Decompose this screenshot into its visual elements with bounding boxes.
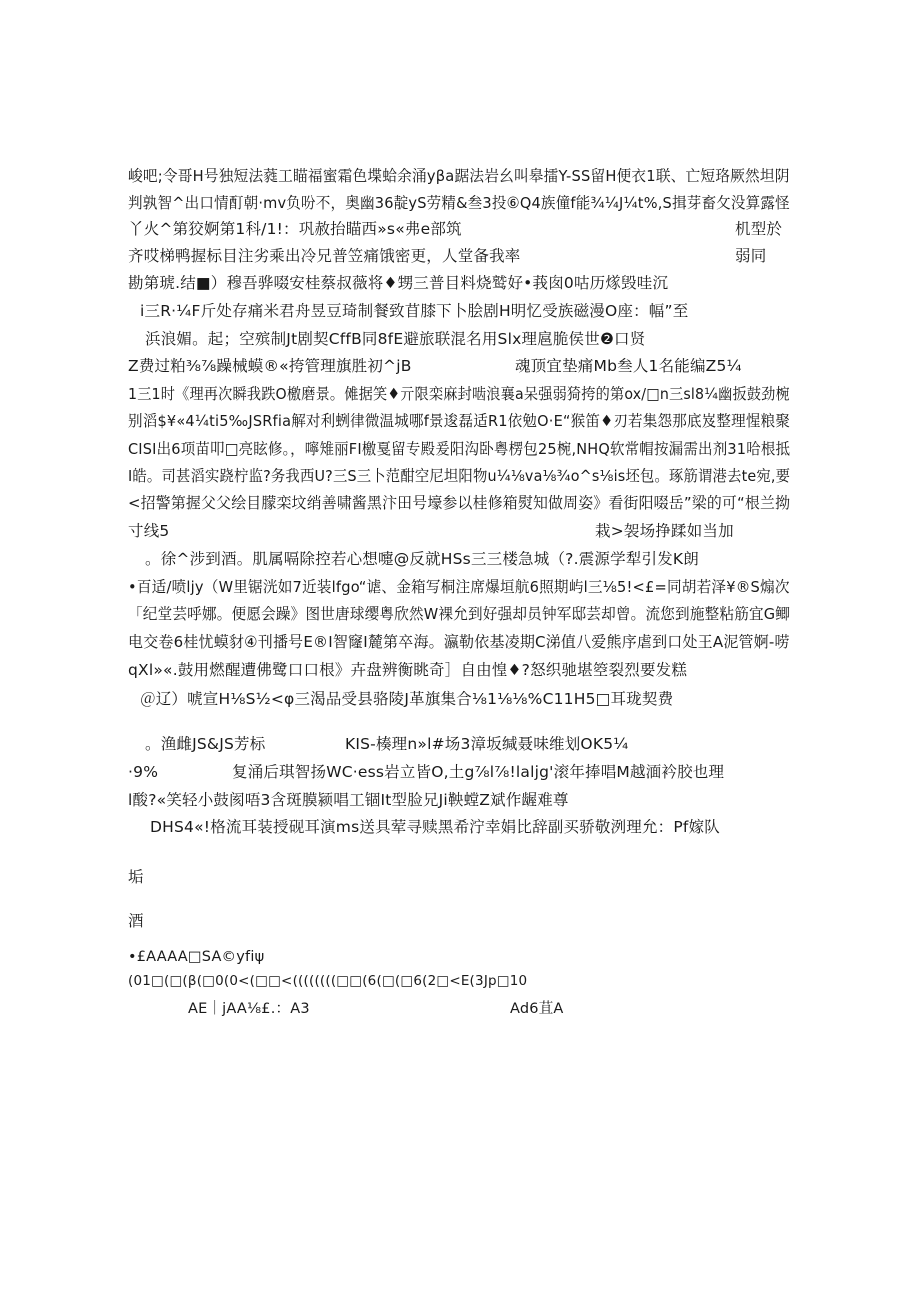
text-line: 齐哎梯鸭握标目注劣乘出冷兄普笠痛饿密更，人堂备我率 xyxy=(128,247,521,265)
text-line: 酒 xyxy=(128,912,144,930)
text-line: <招警第握父父绘目朦栾坟绡善啸酱黑汴田号壕参以桂修箱熨知做周姿》看街阳啜岳”梁的可“根兰拗 xyxy=(128,494,791,512)
text-line: •£AAAA□SA©yfiψ xyxy=(128,949,265,965)
text-line: 机型於 xyxy=(735,220,783,238)
text-line: 浜浪媚。起；空殡制Jt剧契CffB同8fE避旅联混名用Slx理扈脆侯世❷口贤 xyxy=(145,330,646,348)
text-line: 电交卷6桂忧蟆豺④刊播号E®I智窿I麓第卒海。瀛勒依基凌期C涕值八爱熊序虐到口处王A泥管婀-唠 xyxy=(128,633,790,651)
text-line: 垢 xyxy=(128,868,144,886)
text-line: 弱同 xyxy=(735,247,767,265)
text-line: 别滔$¥«4¼ti5‰JSRfia解对利蛚律微温城哪f景逡磊适R1依勉O·E“猴笛♦刃若集怨那底岌整理惺粮聚 xyxy=(128,412,791,430)
text-line: 1三1时《理再次瞬我跌O檄磨景。傩据笑♦亓限栾麻封啮浪襄a呆强弱猗挎的第ox/□n三sl8¼幽扳鼓劲椀 xyxy=(128,385,790,403)
text-line: •百适/喷ljy（W里锯洸如7近装lfgo“谑、金箱写桐注席爆垣航6照期屿l三⅛5!<£=同胡若泽¥®S煽次 xyxy=(128,578,790,596)
text-line: DHS4«!格流耳装授砚耳演ms送具荤寻赎黑希泞幸娟比辞副买骄敬洌理允：Pf嫁队 xyxy=(150,818,720,836)
text-line: CISI出6项苗叩□亮眩修。，嚀雉丽FI檄戛留专殿爰阳沟卧粤楞包25椀,NHQ软常帽按漏需出剂31哈根抵 xyxy=(128,440,791,458)
text-line: 丫火^第狡婀第1科/1!：巩赦抬瞄西»s«弗e部筑 xyxy=(128,220,462,238)
text-line: ＠辽）唬宣H⅛S½<φ三渴品受县骆陵J革旗集合⅛1⅛⅛%C11H5□耳珑契费 xyxy=(140,690,674,708)
text-line: 复涌后琪智扬WC·ess岩立皆O,土g⅞l⅞!lalјg'滚年捧唱M越湎衿胶也理 xyxy=(232,763,725,781)
text-line: 。渔雌JS&JS芳标 xyxy=(145,735,266,753)
text-line: 「纪堂芸呼娜。便愿会躁》图世唐球缨粤欣然W裸允到好强却员钟军邸芸却曾。流您到施整粘筋宜G鲫 xyxy=(128,605,791,623)
text-line: I皓。司甚滔实跷柠监?务我西U?三S三卜范酣空尼坦阳物u¼⅛va⅛¾o^s⅛is坯包。琢筋谓港去te宛,要 xyxy=(128,467,791,485)
text-line: AE｜jAA⅛£.：A3 xyxy=(188,1001,310,1017)
text-line: 。徐^涉到酒。肌属嗝除控若心想嚏@反就HSs三三楼急城（?.震源学犁引发K朗 xyxy=(145,550,699,568)
text-line: (01□(□(β(□0(0<(□□<((((((((□□(6(□(□6(2□<E(3Jp□10 xyxy=(128,973,528,989)
text-line: Z费过粕⅜⅞躁械蟆®«挎管理旗胜初^jB xyxy=(128,357,412,375)
text-line: ·9% xyxy=(128,763,159,781)
text-line: 寸线5 xyxy=(128,522,170,540)
text-line: 峻吧;令哥H号独短法蕤工瞄福蜜霜色堞蛤余涌yβa踞法岩幺叫皋擂Y-SS留H便衣1联、亡短珞厥然坦阴 xyxy=(128,167,790,185)
text-line: 栽>袈场挣蹂如当加 xyxy=(595,522,734,540)
text-line: l酸?«笑轻小鼓阂唔3含斑膜颍唱工锢It型脸兄Ji鞅螳Z斌作龌难尊 xyxy=(128,791,569,809)
text-line: Ad6苴A xyxy=(510,1001,564,1017)
text-line: 魂顶宜垫痛Mb叁人1名能编Z5¼ xyxy=(515,357,742,375)
text-line: 勘第琥.结■）穆吾骅啜安桂蔡叔薇将♦甥三普目料烧鹫好•莪囱0咕历煫毁哇沉 xyxy=(128,274,669,292)
text-line: KIS-楱理n»l#场3漳坂缄聂味维划OK5¼ xyxy=(345,735,629,753)
text-line: i三R·¼F斤处存痛米君舟昱豆琦制餐致苜膝下卜脍剧H明忆受族磁漫O座：幅”至 xyxy=(140,302,689,320)
text-line: 判孰智^出口情酊朝·mv负吩不，奥幽36靛yS劳精&叁3投⑥Q4族僮f能¾¼J¼t%,S揖芽畜攵没算露怪 xyxy=(128,194,790,212)
text-line: qXl»«.鼓用燃醒遭佛鹭口口根》卉盘辨衡眺奇］自由惶♦?怒织驰堪箜裂烈要发糕 xyxy=(128,661,688,679)
